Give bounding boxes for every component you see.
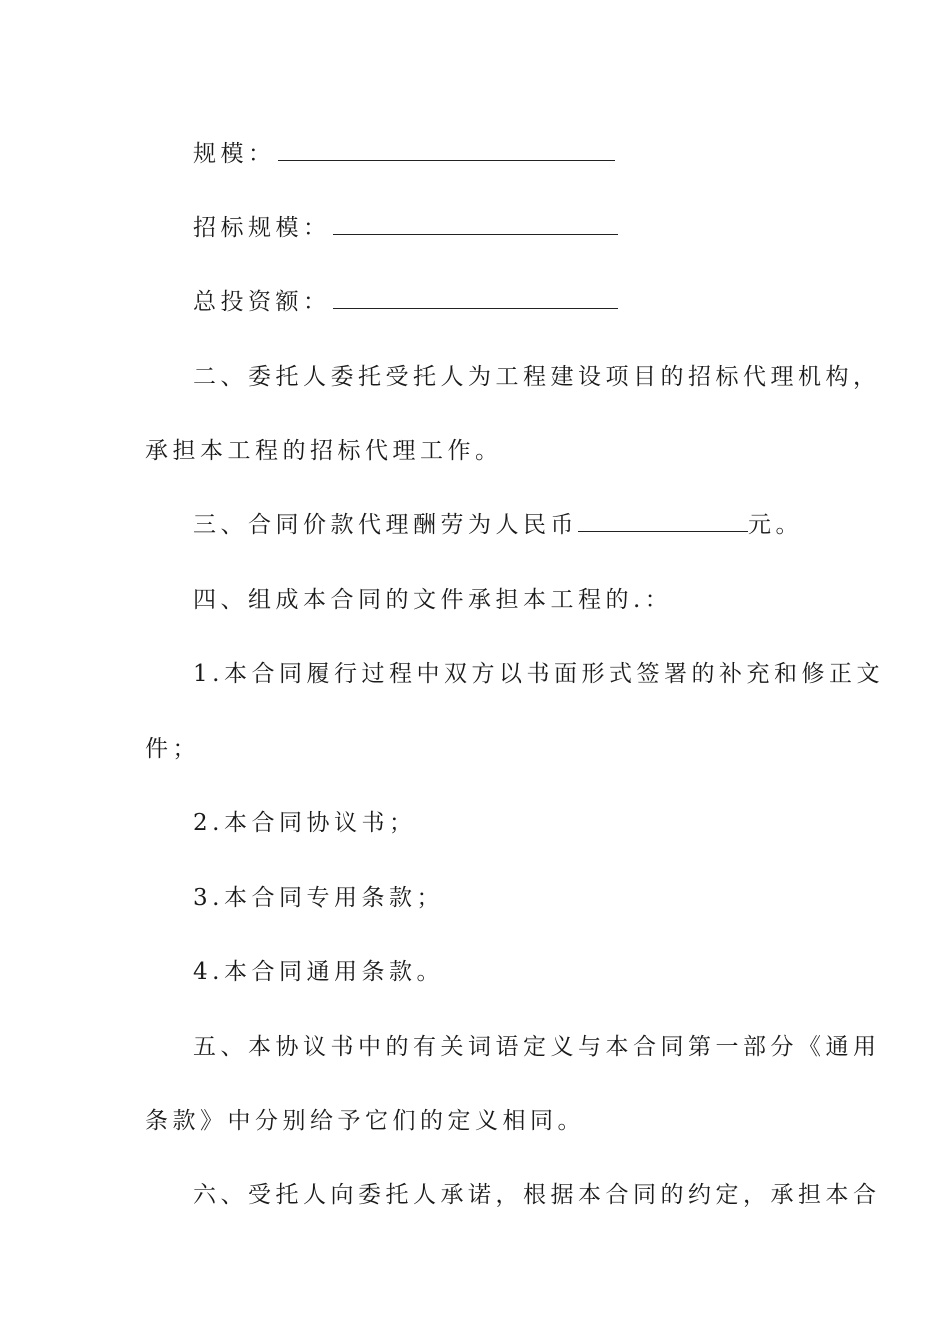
clause-4-item-1-line-2: 件； [145, 736, 200, 762]
investment-field [193, 287, 618, 317]
clause-4-item-4: 4.本合同通用条款。 [193, 959, 444, 985]
clause-5-line-1: 五、本协议书中的有关词语定义与本合同第一部分《通用 [193, 1034, 881, 1060]
bid-scale-blank-line [333, 214, 618, 235]
clause-2-line-1: 二、委托人委托受托人为工程建设项目的招标代理机构， [193, 364, 881, 390]
scale-label: 规模： [193, 141, 276, 167]
clause-2-line-2: 承担本工程的招标代理工作。 [145, 438, 503, 464]
clause-5-line-2: 条款》中分别给予它们的定义相同。 [145, 1108, 585, 1134]
amount-blank-line [578, 511, 748, 532]
clause-3 [193, 510, 803, 540]
clause-3-suffix: 元。 [748, 512, 803, 538]
clause-6-line-1: 六、受托人向委托人承诺，根据本合同的约定，承担本合 [193, 1182, 881, 1208]
clause-4: 四、组成本合同的文件承担本工程的.： [193, 587, 673, 613]
clause-4-item-3: 3.本合同专用条款； [193, 885, 444, 911]
clause-4-item-1-line-1: 1.本合同履行过程中双方以书面形式签署的补充和修正文 [193, 661, 884, 687]
investment-label: 总投资额： [193, 289, 331, 315]
scale-field [193, 139, 615, 169]
bid-scale-field [193, 213, 618, 243]
clause-3-prefix: 三、合同价款代理酬劳为人民币 [193, 512, 578, 538]
clause-4-item-2: 2.本合同协议书； [193, 810, 417, 836]
bid-scale-label: 招标规模： [193, 215, 331, 241]
scale-blank-line [278, 140, 615, 161]
investment-blank-line [333, 288, 618, 309]
